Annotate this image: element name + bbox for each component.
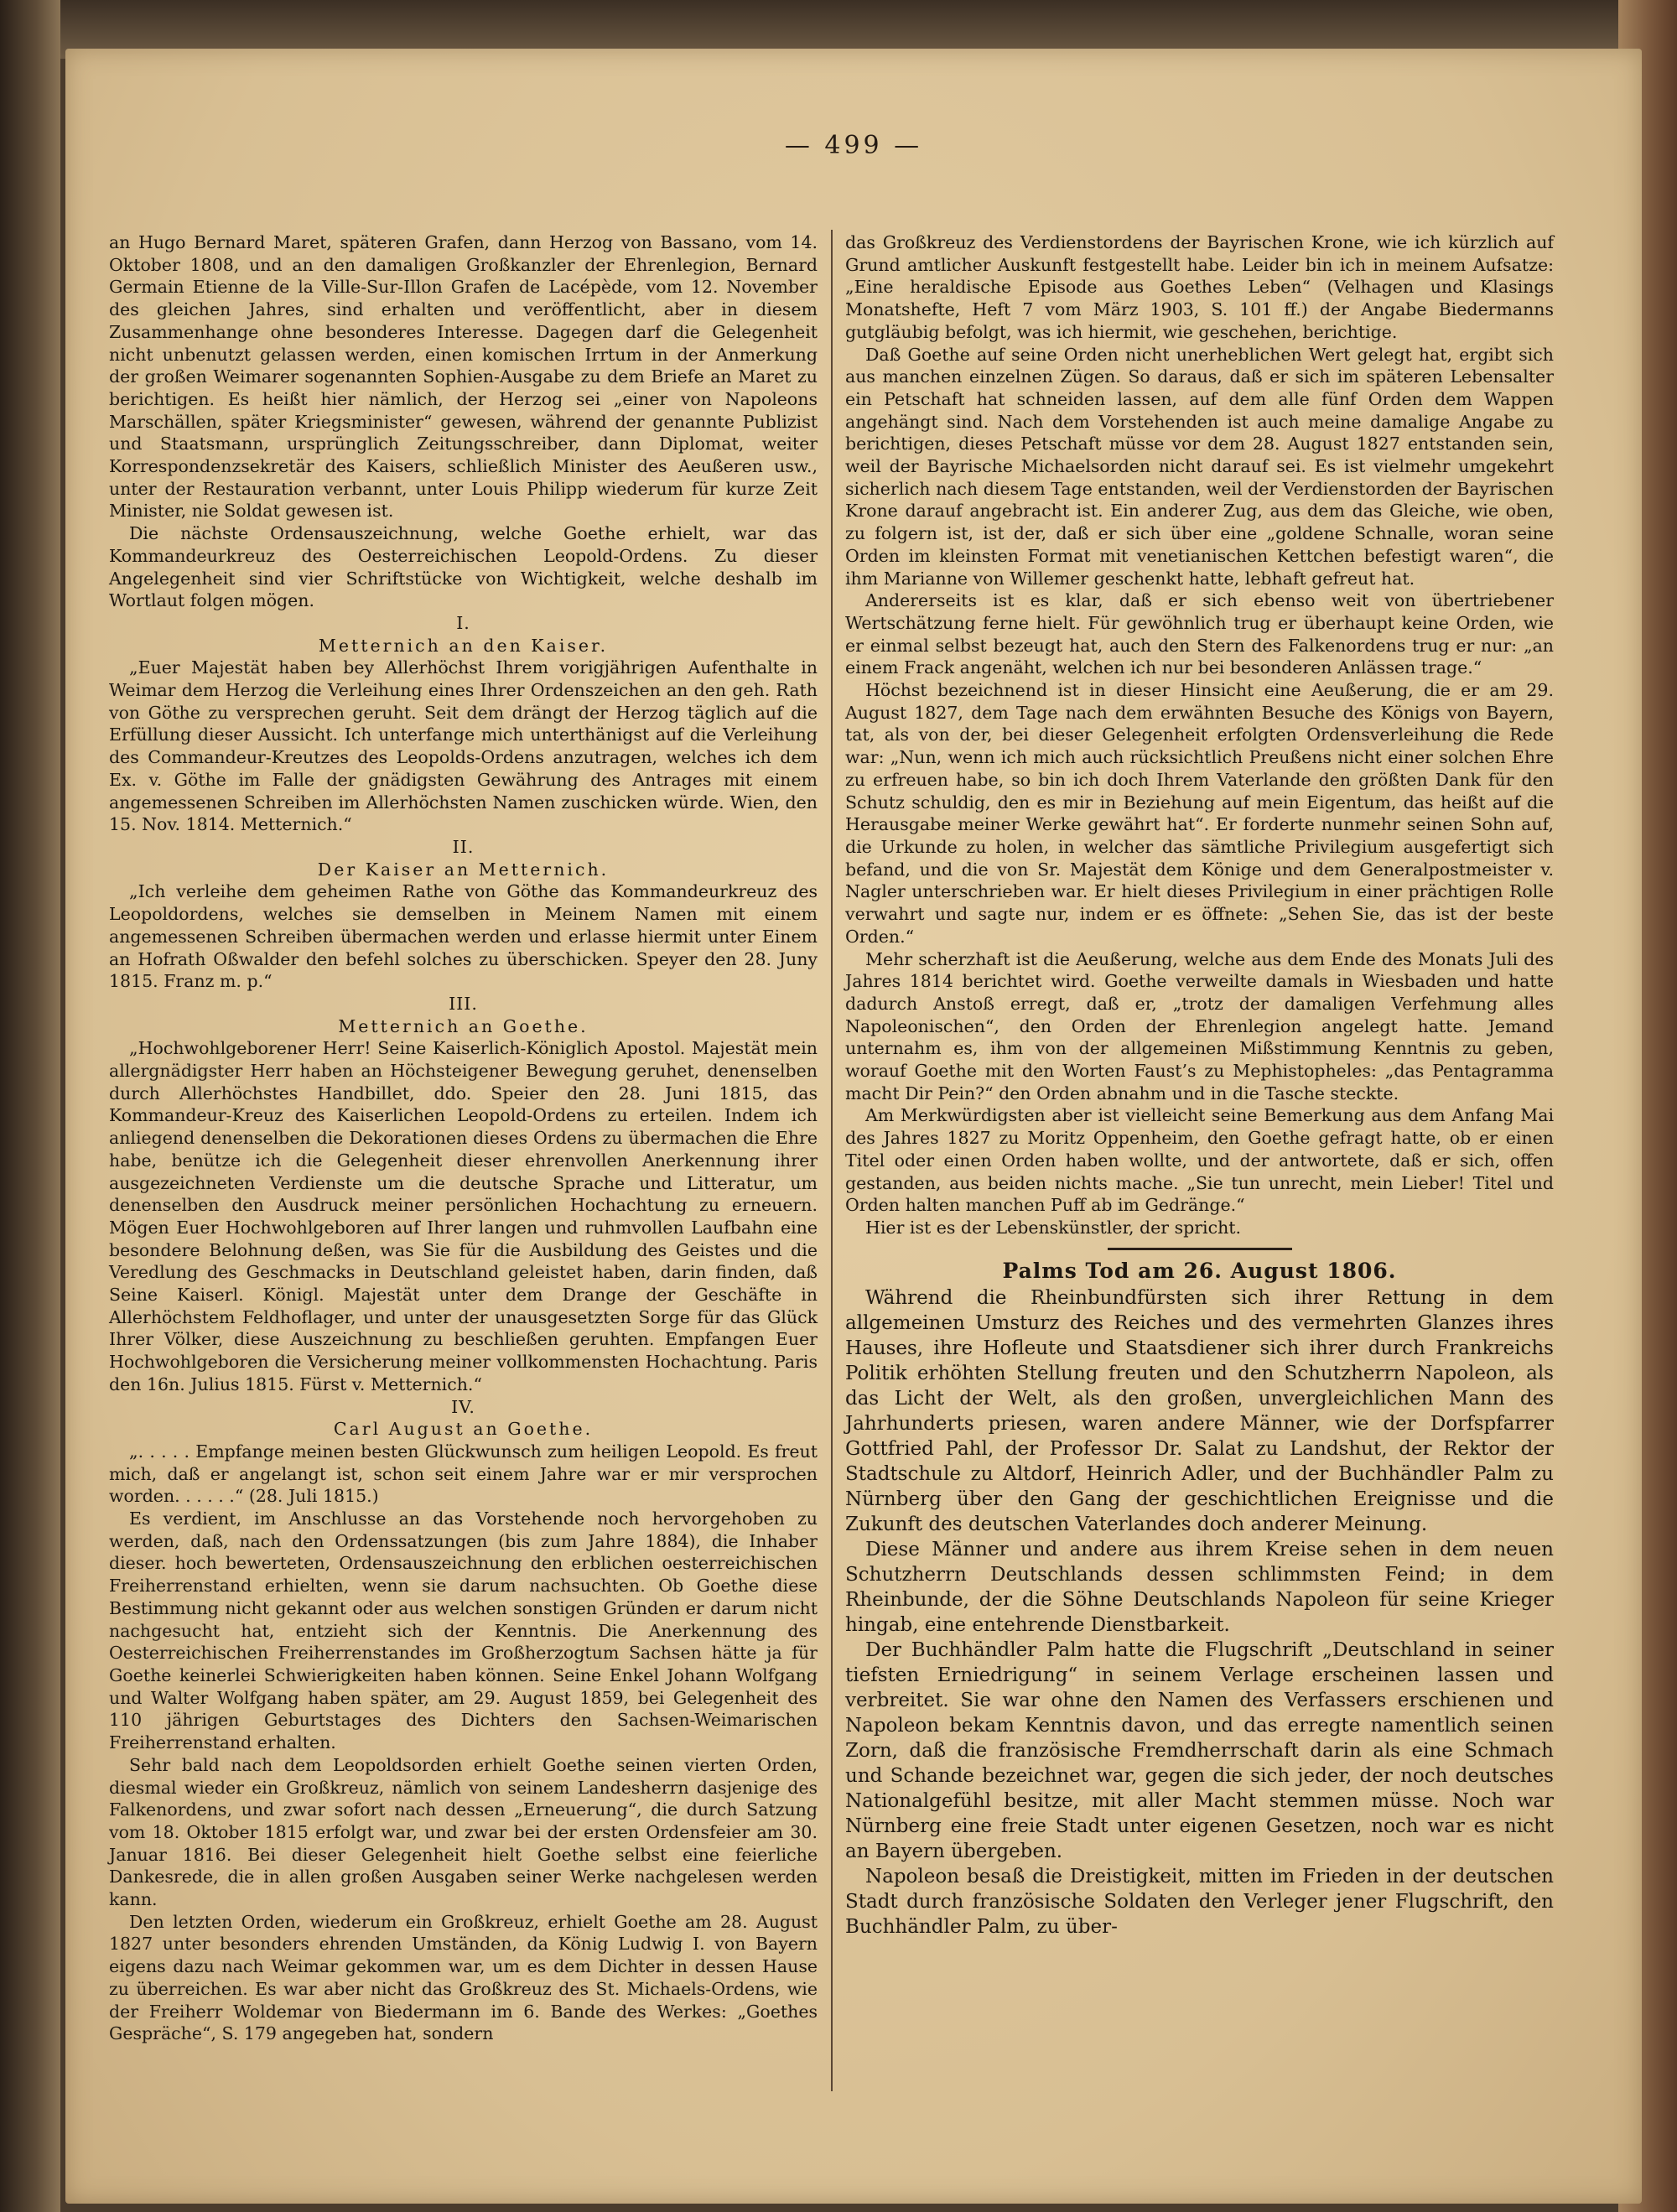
column-divider (831, 230, 833, 2091)
letter-number: IV. (451, 1396, 475, 1417)
paragraph: Während die Rheinbundfürsten sich ihrer Rettung in dem allgemeinen Umsturz des Reiches und des vermehrten Glanzes ihres Hauses, ihre Hofleute und Staatsdiener sich ihrer durch Frankreichs Politik erhöhten Stellung freuten und den Schutzherrn Napoleon, als das Licht der Welt, als den großen, unvergleichlichen Mann des Jahrhunderts priesen, waren andere Männer, wie der Dorfspfarrer Gottfried Pahl, der Professor Dr. Salat zu Landshut, der Rektor der Stadtschule zu Altdorf, Heinrich Adler, und der Buchhändler Palm zu Nürnberg über den Gang der geschichtlichen Ereignisse und die Zukunft des deutschen Vaterlandes doch anderer Meinung. (845, 1286, 1554, 1535)
paragraph: Diese Männer und andere aus ihrem Kreise sehen in dem neuen Schutzherrn Deutschlands dessen schlimmsten Feind; in dem Rheinbunde, der die Söhne Deutschlands Napoleon für seine Krieger hingab, eine entehrende Dienstbarkeit. (845, 1538, 1554, 1636)
letter-heading: Metternich an den Kaiser. (318, 635, 609, 656)
letter-number: II. (452, 836, 475, 857)
paragraph: Daß Goethe auf seine Orden nicht unerheblichen Wert gelegt hat, ergibt sich aus manchen einzelnen Zügen. So daraus, daß er sich im späteren Lebensalter ein Petschaft hat schneiden lassen, auf dem alle fünf Orden dem Wappen angehängt sind. Nach dem Vorstehenden ist auch meine damalige Angabe zu berichtigen, dieses Petschaft müsse vor dem 28. August 1827 entstanden sein, weil der Bayrische Michaelsorden nicht darauf sei. Es ist vielmehr umgekehrt sicherlich nach diesem Tage entstanden, weil der Verdienstorden der Bayrischen Krone darauf angebracht ist. Ein anderer Zug, aus dem das Gleiche, wie oben, zu folgern ist, ist der, daß er sich über eine „goldene Schnalle, woran seine Orden im kleinsten Format mit venetianischen Kettchen befestigt waren“, die ihm Marianne von Willemer geschenkt hatte, lebhaft gefreut hat. (845, 344, 1554, 589)
letter-number: III. (449, 993, 478, 1014)
paragraph: das Großkreuz des Verdienstordens der Bayrischen Krone, wie ich kürzlich auf Grund amtlicher Auskunft festgestellt habe. Leider bin ich in meinem Aufsatze: „Eine heraldische Episode aus Goethes Leben“ (Velhagen und Klasings Monatshefte, Heft 7 vom März 1903, S. 101 ff.) der Angabe Biedermanns gutgläubig befolgt, was ich hiermit, wie geschehen, berichtige. (845, 232, 1554, 342)
left-column (109, 231, 818, 2045)
letter-text: „Ich verleihe dem geheimen Rathe von Göthe das Kommandeurkreuz des Leopoldordens, welches sie demselben in Meinem Namen mit einem angemessenen Schreiben übermachen werden und erlasse hiermit unter Einem an Hofrath Oßwalder den befehl solches zu überschicken. Speyer den 28. Juny 1815. Franz m. p.“ (109, 881, 818, 992)
letter-heading: Metternich an Goethe. (338, 1015, 589, 1036)
letter-number: I. (456, 612, 470, 633)
right-column (845, 231, 1554, 1939)
letter-heading: Der Kaiser an Metternich. (317, 859, 610, 880)
paragraph: Hier ist es der Lebenskünstler, der spricht. (865, 1217, 1242, 1238)
paragraph: Es verdient, im Anschlusse an das Vorstehende noch hervorgehoben zu werden, daß, nach den Ordenssatzungen (bis zum Jahre 1884), die Inhaber dieser. hoch bewerteten, Ordensauszeichnung den erblichen oesterreichischen Freiherrenstand erhielten, wenn sie darum nachsuchten. Ob Goethe diese Bestimmung nicht gekannt oder aus welchen sonstigen Gründen er darum nicht nachgesucht hat, entzieht sich der Kenntnis. Die Anerkennung des Oesterreichischen Freiherrenstandes im Großherzogtum Sachsen hätte ja für Goethe keinerlei Schwierigkeiten haben können. Seine Enkel Johann Wolfgang und Walter Wolfgang haben später, am 29. August 1859, bei Gelegenheit des 110 jährigen Geburtstages des Dichters den Sachsen-Weimarischen Freiherrenstand erhalten. (109, 1508, 818, 1753)
article-title: Palms Tod am 26. August 1806. (1002, 1258, 1397, 1283)
paragraph: Die nächste Ordensauszeichnung, welche Goethe erhielt, war das Kommandeurkreuz des Oesterreichischen Leopold-Ordens. Zu dieser Angelegenheit sind vier Schriftstücke von Wichtigkeit, welche deshalb im Wortlaut folgen mögen. (109, 523, 818, 611)
page-number: — 499 — (784, 131, 923, 160)
paragraph: Sehr bald nach dem Leopoldsorden erhielt Goethe seinen vierten Orden, diesmal wieder ein Großkreuz, nämlich von seinem Landesherrn dasjenige des Falkenordens, und zwar sofort nach dessen „Erneuerung“, die durch Satzung vom 18. Oktober 1815 erfolgt war, und zwar bei der ersten Ordensfeier am 30. Januar 1816. Bei dieser Gelegenheit hielt Goethe selbst eine feierliche Dankesrede, die in allen großen Ausgaben seiner Werke nachgelesen werden kann. (109, 1754, 818, 1910)
letter-text: „Hochwohlgeborener Herr! Seine Kaiserlich-Königlich Apostol. Majestät mein allergnädigster Herr haben an Höchsteigener Bewegung geruhet, denenselben durch Allerhöchstes Handbillet, ddo. Speier den 28. Juni 1815, das Kommandeur-Kreuz des Kaiserlichen Leopold-Ordens zu erteilen. Indem ich anliegend denenselben die Dekorationen dieses Ordens zu übermachen die Ehre habe, benütze ich die Gelegenheit dieser ehrenvollen Anerkennung ihrer ausgezeichneten Verdienste um die deutsche Sprache und Litteratur, um denenselben den Ausdruck meiner persönlichen Hochachtung zu erneuern. Mögen Euer Hochwohlgeboren auf Ihrer langen und ruhmvollen Laufbahn eine besondere Belohnung deßen, was Sie für die Ausbildung des Geistes und die Veredlung des Geschmacks in Deutschland geleistet haben, darin finden, daß Seine Kaiserl. Königl. Majestät unter dem Drange der Geschäfte in Allerhöchstem Feldhoflager, und unter der unausgesetzten Sorge für das Glück Ihrer Völker, diese Auszeichnung zu beschließen geruhten. Empfangen Euer Hochwohlgeboren die Versicherung meiner vollkommensten Hochachtung. Paris den 16n. Julius 1815. Fürst v. Metternich.“ (109, 1038, 818, 1394)
paragraph: Höchst bezeichnend ist in dieser Hinsicht eine Aeußerung, die er am 29. August 1827, dem Tage nach dem erwähnten Besuche des Königs von Bayern, tat, als von der, bei dieser Gelegenheit erfolgten Ordensverleihung die Rede war: „Nun, wenn ich mich auch rücksichtlich Preußens nicht einer solchen Ehre zu erfreuen habe, so bin ich doch Ihrem Vaterlande den größten Dank für den Schutz schuldig, den es mir in Beziehung auf mein Eigentum, das heißt auf die Herausgabe meiner Werke gewährt hat“. Er forderte nunmehr seinen Sohn auf, die Urkunde zu holen, in welcher das sämtliche Privilegium ausgefertigt sich befand, und die von Sr. Majestät dem Könige und dem Generalpostmeister v. Nagler unterschrieben war. Er hielt dieses Privilegium in einer prächtigen Rolle verwahrt und sagte nur, indem er es öffnete: „Sehen Sie, das ist der beste Orden.“ (845, 680, 1554, 947)
paragraph: Der Buchhändler Palm hatte die Flugschrift „Deutschland in seiner tiefsten Erniedrigung“ in seinem Verlage erscheinen lassen und verbreitet. Sie war ohne den Namen des Verfassers erschienen und Napoleon bekam Kenntnis davon, und das erregte namentlich seinen Zorn, daß die französische Fremdherrschaft darin als eine Schmach und Schande bezeichnet war, gegen die sich jeder, der noch deutsches Nationalgefühl besitze, mit aller Macht stemmen müsse. Noch war Nürnberg eine freie Stadt unter eigenen Gesetzen, noch war es nicht an Bayern übergeben. (845, 1638, 1554, 1862)
paragraph: Den letzten Orden, wiederum ein Großkreuz, erhielt Goethe am 28. August 1827 unter besonders ehrenden Umständen, da König Ludwig I. von Bayern eigens dazu nach Weimar gekommen war, um es dem Dichter in dessen Hause zu überreichen. Es war aber nicht das Großkreuz des St. Michaels-Ordens, wie der Freiherr Woldemar von Biedermann im 6. Bande des Werkes: „Goethes Gespräche“, S. 179 angegeben hat, sondern (109, 1911, 818, 2044)
article-body (845, 1285, 1554, 1939)
letter-text: „. . . . . Empfange meinen besten Glückwunsch zum heiligen Leopold. Es freut mich, daß er angelangt ist, schon seit einem Jahre war er mir versprochen worden. . . . . .“ (28. Juli 1815.) (109, 1441, 818, 1507)
letter-text: „Euer Majestät haben bey Allerhöchst Ihrem vorigjährigen Aufenthalte in Weimar dem Herzog die Verleihung eines Ihrer Ordenszeichen an den geh. Rath von Göthe zu versprechen geruht. Seit dem drängt der Herzog täglich auf die Erfüllung dieser Aussicht. Ich unterfange mich unterthänigst auf die Verleihung des Commandeur-Kreutzes des Leopolds-Ordens anzutragen, welches ich dem Ex. v. Göthe im Falle der gnädigsten Gewährung des Antrages mit einem angemessenen Schreiben im Allerhöchsten Namen zuschicken würde. Wien, den 15. Nov. 1814. Metternich.“ (109, 657, 818, 835)
letter-heading: Carl August an Goethe. (333, 1419, 594, 1440)
paragraph: Mehr scherzhaft ist die Aeußerung, welche aus dem Ende des Monats Juli des Jahres 1814 berichtet wird. Goethe verweilte damals in Wiesbaden und hatte dadurch Anstoß erregt, daß er, „trotz der damaligen Verfehmung alles Napoleonischen“, den Orden der Ehrenlegion angelegt hatte. Jemand unternahm es, ihm von der allgemeinen Mißstimmung Kenntnis zu geben, worauf Goethe mit den Worten Faust’s zu Mephistopheles: „das Pentagramma macht Dir Pein?“ den Orden abnahm und in die Tasche steckte. (845, 948, 1554, 1103)
section-divider (1108, 1248, 1292, 1250)
scan-border-left (0, 0, 60, 2212)
paragraph: Am Merkwürdigsten aber ist vielleicht seine Bemerkung aus dem Anfang Mai des Jahres 1827 zu Moritz Oppenheim, den Goethe gefragt hatte, ob er einen Titel oder einen Orden haben wollte, und der antwortete, daß er sich, offen gestanden, aus beiden nichts mache. „Sie tun unrecht, mein Lieber! Titel und Orden halten manchen Puff ab im Gedränge.“ (845, 1105, 1554, 1216)
paragraph: Andererseits ist es klar, daß er sich ebenso weit von übertriebener Wertschätzung ferne hielt. Für gewöhnlich trug er überhaupt keine Orden, wie er einmal selbst bezeugt hat, auch den Stern des Falkenordens trug er nur: „an einem Frack angenäht, welchen ich nur bei besonderen Anlässen trage.“ (845, 590, 1554, 678)
scanned-page (65, 49, 1642, 2204)
paragraph: Napoleon besaß die Dreistigkeit, mitten im Frieden in der deutschen Stadt durch französische Soldaten den Verleger jener Flugschrift, den Buchhändler Palm, zu über- (845, 1865, 1554, 1938)
paragraph: an Hugo Bernard Maret, späteren Grafen, dann Herzog von Bassano, vom 14. Oktober 1808, und an den damaligen Großkanzler der Ehrenlegion, Bernard Germain Etienne de la Ville-Sur-Illon Grafen de Lacépède, vom 12. November des gleichen Jahres, sind erhalten und veröffentlicht, aber in diesem Zusammenhange ohne besonderes Interesse. Dagegen darf die Gelegenheit nicht unbenutzt gelassen werden, einen komischen Irrtum in der Anmerkung der großen Weimarer sogenannten Sophien-Ausgabe zu dem Briefe an Maret zu berichtigen. Es heißt hier nämlich, der Herzog sei „einer von Napoleons Marschällen, später Kriegsminister“ gewesen, während der genannte Publizist und Staatsmann, ursprünglich Zeitungsschreiber, dann Diplomat, weiter Korrespondenzsekretär des Kaisers, schließlich Minister des Aeußeren usw., unter der Restauration verbannt, unter Louis Philipp wiederum für kurze Zeit Minister, nie Soldat gewesen ist. (109, 232, 818, 522)
